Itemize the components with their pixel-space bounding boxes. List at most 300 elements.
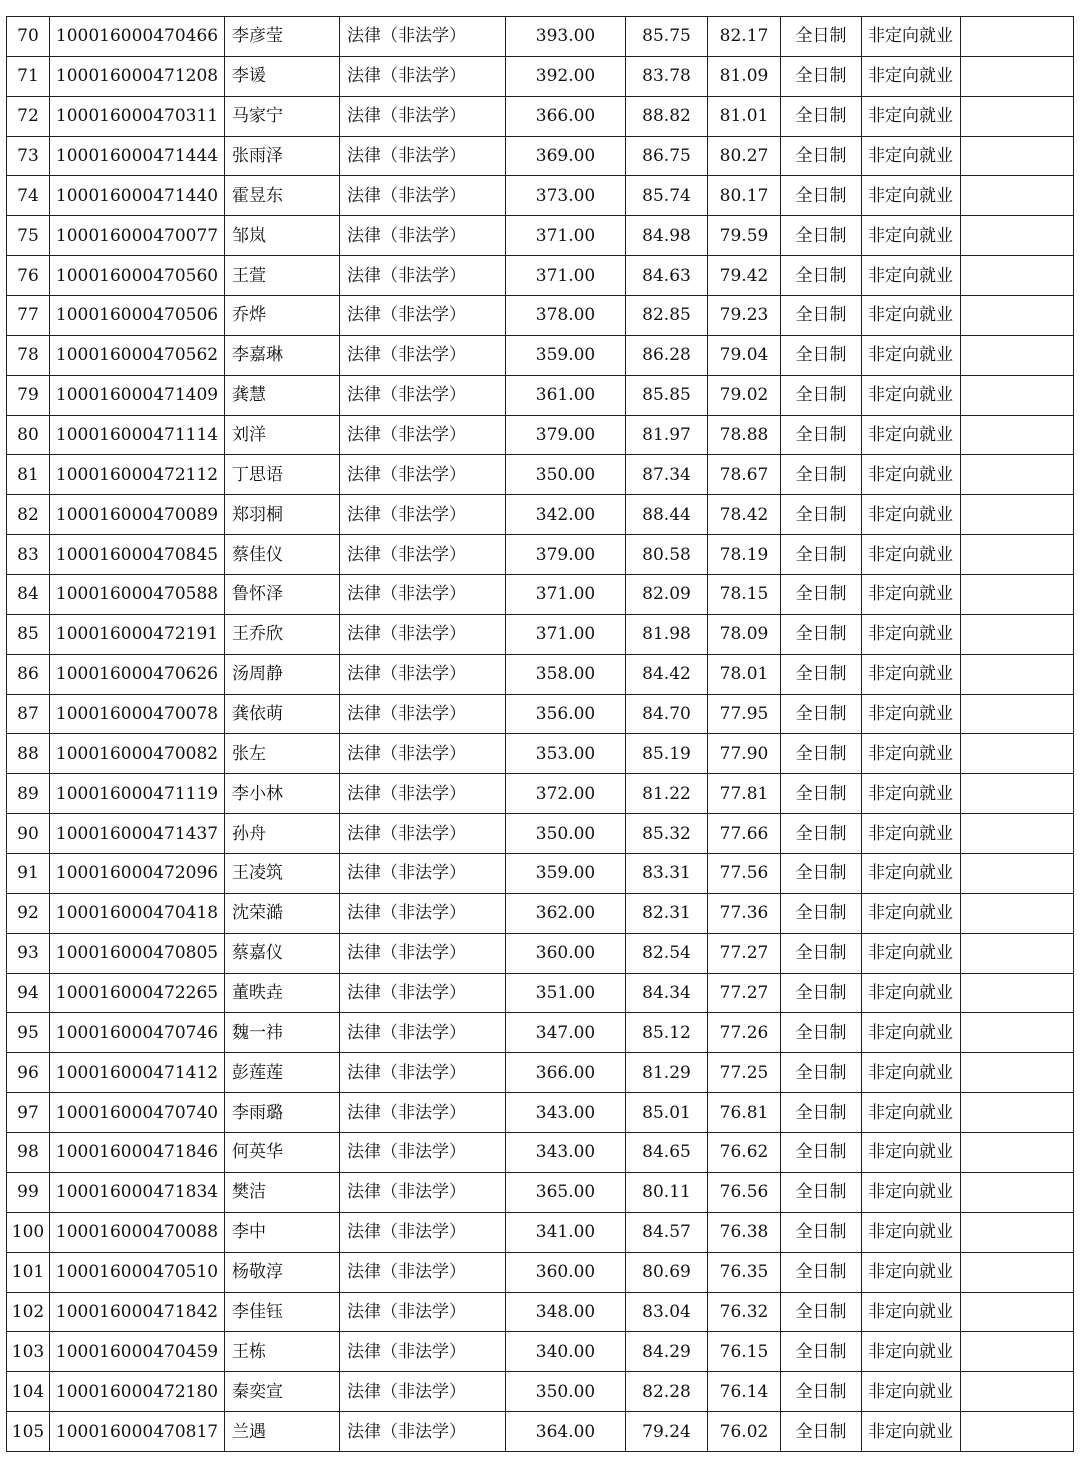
- interview-score-cell: 80.11: [626, 1172, 708, 1212]
- interview-score-cell: 85.32: [626, 814, 708, 854]
- interview-score-cell: 82.31: [626, 893, 708, 933]
- study-mode-cell: 全日制: [781, 1013, 862, 1053]
- remarks-cell: [961, 296, 1074, 336]
- interview-score-cell: 81.29: [626, 1053, 708, 1093]
- remarks-cell: [961, 1093, 1074, 1133]
- row-number-cell: 95: [7, 1013, 50, 1053]
- remarks-cell: [961, 96, 1074, 136]
- interview-score-cell: 85.12: [626, 1013, 708, 1053]
- candidate-id-cell: 100016000471444: [50, 136, 225, 176]
- remarks-cell: [961, 256, 1074, 296]
- major-cell: 法律（非法学）: [340, 455, 506, 495]
- interview-score-cell: 84.57: [626, 1212, 708, 1252]
- total-score-cell: 76.15: [708, 1332, 781, 1372]
- major-cell: 法律（非法学）: [340, 973, 506, 1013]
- initial-exam-score-cell: 366.00: [506, 96, 626, 136]
- candidate-name-cell: 兰遇: [225, 1412, 340, 1452]
- candidate-name-cell: 刘洋: [225, 415, 340, 455]
- remarks-cell: [961, 973, 1074, 1013]
- candidate-name-cell: 樊洁: [225, 1172, 340, 1212]
- table-row: [7, 854, 1074, 894]
- remarks-cell: [961, 176, 1074, 216]
- remarks-cell: [961, 415, 1074, 455]
- total-score-cell: 79.59: [708, 216, 781, 256]
- remarks-cell: [961, 375, 1074, 415]
- study-mode-cell: 全日制: [781, 814, 862, 854]
- total-score-cell: 78.15: [708, 575, 781, 615]
- total-score-cell: 79.42: [708, 256, 781, 296]
- employment-type-cell: 非定向就业: [862, 734, 961, 774]
- remarks-cell: [961, 893, 1074, 933]
- employment-type-cell: 非定向就业: [862, 296, 961, 336]
- table-row: [7, 216, 1074, 256]
- initial-exam-score-cell: 343.00: [506, 1093, 626, 1133]
- interview-score-cell: 84.70: [626, 694, 708, 734]
- table-row: [7, 1212, 1074, 1252]
- candidate-name-cell: 蔡嘉仪: [225, 933, 340, 973]
- candidate-name-cell: 彭莲莲: [225, 1053, 340, 1093]
- total-score-cell: 78.88: [708, 415, 781, 455]
- employment-type-cell: 非定向就业: [862, 56, 961, 96]
- row-number-cell: 86: [7, 654, 50, 694]
- initial-exam-score-cell: 379.00: [506, 535, 626, 575]
- row-number-cell: 82: [7, 495, 50, 535]
- row-number-cell: 103: [7, 1332, 50, 1372]
- interview-score-cell: 80.58: [626, 535, 708, 575]
- employment-type-cell: 非定向就业: [862, 1252, 961, 1292]
- candidate-id-cell: 100016000472265: [50, 973, 225, 1013]
- total-score-cell: 76.02: [708, 1412, 781, 1452]
- table-row: [7, 56, 1074, 96]
- row-number-cell: 102: [7, 1292, 50, 1332]
- employment-type-cell: 非定向就业: [862, 814, 961, 854]
- candidate-id-cell: 100016000470077: [50, 216, 225, 256]
- employment-type-cell: 非定向就业: [862, 1093, 961, 1133]
- employment-type-cell: 非定向就业: [862, 1292, 961, 1332]
- total-score-cell: 79.23: [708, 296, 781, 336]
- admission-list-table: [6, 16, 1074, 1452]
- major-cell: 法律（非法学）: [340, 375, 506, 415]
- employment-type-cell: 非定向就业: [862, 256, 961, 296]
- study-mode-cell: 全日制: [781, 1133, 862, 1173]
- row-number-cell: 98: [7, 1133, 50, 1173]
- major-cell: 法律（非法学）: [340, 854, 506, 894]
- employment-type-cell: 非定向就业: [862, 973, 961, 1013]
- table-row: [7, 535, 1074, 575]
- table-row: [7, 1252, 1074, 1292]
- remarks-cell: [961, 1172, 1074, 1212]
- initial-exam-score-cell: 341.00: [506, 1212, 626, 1252]
- employment-type-cell: 非定向就业: [862, 216, 961, 256]
- interview-score-cell: 84.65: [626, 1133, 708, 1173]
- employment-type-cell: 非定向就业: [862, 1332, 961, 1372]
- major-cell: 法律（非法学）: [340, 774, 506, 814]
- candidate-id-cell: 100016000470588: [50, 575, 225, 615]
- row-number-cell: 105: [7, 1412, 50, 1452]
- major-cell: 法律（非法学）: [340, 893, 506, 933]
- table-row: [7, 256, 1074, 296]
- study-mode-cell: 全日制: [781, 1093, 862, 1133]
- remarks-cell: [961, 614, 1074, 654]
- candidate-id-cell: 100016000470418: [50, 893, 225, 933]
- candidate-name-cell: 鲁怀泽: [225, 575, 340, 615]
- candidate-id-cell: 100016000470817: [50, 1412, 225, 1452]
- candidate-id-cell: 100016000470845: [50, 535, 225, 575]
- employment-type-cell: 非定向就业: [862, 1053, 961, 1093]
- employment-type-cell: 非定向就业: [862, 933, 961, 973]
- remarks-cell: [961, 136, 1074, 176]
- interview-score-cell: 86.28: [626, 335, 708, 375]
- table-row: [7, 17, 1074, 57]
- table-row: [7, 654, 1074, 694]
- initial-exam-score-cell: 348.00: [506, 1292, 626, 1332]
- major-cell: 法律（非法学）: [340, 1013, 506, 1053]
- remarks-cell: [961, 455, 1074, 495]
- row-number-cell: 89: [7, 774, 50, 814]
- interview-score-cell: 85.74: [626, 176, 708, 216]
- candidate-id-cell: 100016000470089: [50, 495, 225, 535]
- row-number-cell: 80: [7, 415, 50, 455]
- employment-type-cell: 非定向就业: [862, 854, 961, 894]
- initial-exam-score-cell: 356.00: [506, 694, 626, 734]
- initial-exam-score-cell: 373.00: [506, 176, 626, 216]
- row-number-cell: 72: [7, 96, 50, 136]
- candidate-id-cell: 100016000470459: [50, 1332, 225, 1372]
- row-number-cell: 81: [7, 455, 50, 495]
- total-score-cell: 78.42: [708, 495, 781, 535]
- major-cell: 法律（非法学）: [340, 296, 506, 336]
- employment-type-cell: 非定向就业: [862, 455, 961, 495]
- candidate-name-cell: 董昳垚: [225, 973, 340, 1013]
- remarks-cell: [961, 774, 1074, 814]
- employment-type-cell: 非定向就业: [862, 535, 961, 575]
- employment-type-cell: 非定向就业: [862, 495, 961, 535]
- candidate-name-cell: 李谖: [225, 56, 340, 96]
- interview-score-cell: 82.85: [626, 296, 708, 336]
- row-number-cell: 85: [7, 614, 50, 654]
- row-number-cell: 70: [7, 17, 50, 57]
- major-cell: 法律（非法学）: [340, 136, 506, 176]
- candidate-name-cell: 张雨泽: [225, 136, 340, 176]
- employment-type-cell: 非定向就业: [862, 614, 961, 654]
- candidate-name-cell: 李佳钰: [225, 1292, 340, 1332]
- table-row: [7, 1292, 1074, 1332]
- employment-type-cell: 非定向就业: [862, 1133, 961, 1173]
- remarks-cell: [961, 1332, 1074, 1372]
- total-score-cell: 78.09: [708, 614, 781, 654]
- interview-score-cell: 84.29: [626, 1332, 708, 1372]
- employment-type-cell: 非定向就业: [862, 17, 961, 57]
- initial-exam-score-cell: 393.00: [506, 17, 626, 57]
- remarks-cell: [961, 1133, 1074, 1173]
- total-score-cell: 77.66: [708, 814, 781, 854]
- initial-exam-score-cell: 350.00: [506, 1372, 626, 1412]
- candidate-id-cell: 100016000472180: [50, 1372, 225, 1412]
- remarks-cell: [961, 1013, 1074, 1053]
- remarks-cell: [961, 216, 1074, 256]
- table-row: [7, 1372, 1074, 1412]
- interview-score-cell: 88.44: [626, 495, 708, 535]
- major-cell: 法律（非法学）: [340, 535, 506, 575]
- table-row: [7, 814, 1074, 854]
- row-number-cell: 74: [7, 176, 50, 216]
- study-mode-cell: 全日制: [781, 694, 862, 734]
- candidate-id-cell: 100016000470078: [50, 694, 225, 734]
- row-number-cell: 78: [7, 335, 50, 375]
- study-mode-cell: 全日制: [781, 176, 862, 216]
- interview-score-cell: 85.85: [626, 375, 708, 415]
- employment-type-cell: 非定向就业: [862, 893, 961, 933]
- total-score-cell: 77.27: [708, 973, 781, 1013]
- row-number-cell: 79: [7, 375, 50, 415]
- study-mode-cell: 全日制: [781, 933, 862, 973]
- remarks-cell: [961, 535, 1074, 575]
- major-cell: 法律（非法学）: [340, 1252, 506, 1292]
- study-mode-cell: 全日制: [781, 335, 862, 375]
- candidate-name-cell: 龚慧: [225, 375, 340, 415]
- major-cell: 法律（非法学）: [340, 256, 506, 296]
- employment-type-cell: 非定向就业: [862, 1412, 961, 1452]
- major-cell: 法律（非法学）: [340, 575, 506, 615]
- initial-exam-score-cell: 392.00: [506, 56, 626, 96]
- row-number-cell: 71: [7, 56, 50, 96]
- initial-exam-score-cell: 371.00: [506, 216, 626, 256]
- total-score-cell: 80.17: [708, 176, 781, 216]
- candidate-name-cell: 李彦莹: [225, 17, 340, 57]
- table-row: [7, 774, 1074, 814]
- employment-type-cell: 非定向就业: [862, 1013, 961, 1053]
- interview-score-cell: 87.34: [626, 455, 708, 495]
- row-number-cell: 90: [7, 814, 50, 854]
- candidate-id-cell: 100016000471119: [50, 774, 225, 814]
- initial-exam-score-cell: 359.00: [506, 335, 626, 375]
- employment-type-cell: 非定向就业: [862, 575, 961, 615]
- candidate-name-cell: 汤周静: [225, 654, 340, 694]
- major-cell: 法律（非法学）: [340, 814, 506, 854]
- candidate-name-cell: 邹岚: [225, 216, 340, 256]
- row-number-cell: 83: [7, 535, 50, 575]
- row-number-cell: 96: [7, 1053, 50, 1093]
- remarks-cell: [961, 1372, 1074, 1412]
- initial-exam-score-cell: 379.00: [506, 415, 626, 455]
- major-cell: 法律（非法学）: [340, 694, 506, 734]
- study-mode-cell: 全日制: [781, 1372, 862, 1412]
- major-cell: 法律（非法学）: [340, 1133, 506, 1173]
- interview-score-cell: 83.78: [626, 56, 708, 96]
- row-number-cell: 77: [7, 296, 50, 336]
- candidate-id-cell: 100016000471440: [50, 176, 225, 216]
- row-number-cell: 73: [7, 136, 50, 176]
- row-number-cell: 93: [7, 933, 50, 973]
- initial-exam-score-cell: 371.00: [506, 256, 626, 296]
- row-number-cell: 100: [7, 1212, 50, 1252]
- candidate-id-cell: 100016000470088: [50, 1212, 225, 1252]
- major-cell: 法律（非法学）: [340, 1292, 506, 1332]
- total-score-cell: 77.90: [708, 734, 781, 774]
- study-mode-cell: 全日制: [781, 774, 862, 814]
- candidate-name-cell: 郑羽桐: [225, 495, 340, 535]
- initial-exam-score-cell: 342.00: [506, 495, 626, 535]
- remarks-cell: [961, 1292, 1074, 1332]
- employment-type-cell: 非定向就业: [862, 96, 961, 136]
- major-cell: 法律（非法学）: [340, 1172, 506, 1212]
- remarks-cell: [961, 814, 1074, 854]
- table-row: [7, 176, 1074, 216]
- table-row: [7, 1172, 1074, 1212]
- total-score-cell: 80.27: [708, 136, 781, 176]
- interview-score-cell: 80.69: [626, 1252, 708, 1292]
- total-score-cell: 76.38: [708, 1212, 781, 1252]
- study-mode-cell: 全日制: [781, 56, 862, 96]
- interview-score-cell: 81.97: [626, 415, 708, 455]
- initial-exam-score-cell: 358.00: [506, 654, 626, 694]
- total-score-cell: 81.01: [708, 96, 781, 136]
- remarks-cell: [961, 654, 1074, 694]
- major-cell: 法律（非法学）: [340, 654, 506, 694]
- candidate-name-cell: 何英华: [225, 1133, 340, 1173]
- initial-exam-score-cell: 364.00: [506, 1412, 626, 1452]
- candidate-name-cell: 魏一祎: [225, 1013, 340, 1053]
- table-row: [7, 375, 1074, 415]
- candidate-id-cell: 100016000471834: [50, 1172, 225, 1212]
- major-cell: 法律（非法学）: [340, 734, 506, 774]
- candidate-id-cell: 100016000471846: [50, 1133, 225, 1173]
- study-mode-cell: 全日制: [781, 614, 862, 654]
- table-row: [7, 1093, 1074, 1133]
- table-row: [7, 1133, 1074, 1173]
- row-number-cell: 101: [7, 1252, 50, 1292]
- total-score-cell: 78.01: [708, 654, 781, 694]
- study-mode-cell: 全日制: [781, 415, 862, 455]
- table-row: [7, 575, 1074, 615]
- candidate-name-cell: 李小林: [225, 774, 340, 814]
- candidate-name-cell: 王凌筑: [225, 854, 340, 894]
- row-number-cell: 94: [7, 973, 50, 1013]
- interview-score-cell: 88.82: [626, 96, 708, 136]
- initial-exam-score-cell: 350.00: [506, 814, 626, 854]
- major-cell: 法律（非法学）: [340, 614, 506, 654]
- interview-score-cell: 83.31: [626, 854, 708, 894]
- initial-exam-score-cell: 347.00: [506, 1013, 626, 1053]
- major-cell: 法律（非法学）: [340, 1212, 506, 1252]
- candidate-name-cell: 蔡佳仪: [225, 535, 340, 575]
- initial-exam-score-cell: 378.00: [506, 296, 626, 336]
- remarks-cell: [961, 56, 1074, 96]
- initial-exam-score-cell: 372.00: [506, 774, 626, 814]
- total-score-cell: 78.19: [708, 535, 781, 575]
- candidate-name-cell: 秦奕宣: [225, 1372, 340, 1412]
- table-row: [7, 136, 1074, 176]
- candidate-name-cell: 杨敬淳: [225, 1252, 340, 1292]
- major-cell: 法律（非法学）: [340, 1093, 506, 1133]
- employment-type-cell: 非定向就业: [862, 1212, 961, 1252]
- table-row: [7, 296, 1074, 336]
- interview-score-cell: 84.42: [626, 654, 708, 694]
- interview-score-cell: 81.22: [626, 774, 708, 814]
- table-row: [7, 415, 1074, 455]
- interview-score-cell: 84.98: [626, 216, 708, 256]
- total-score-cell: 76.32: [708, 1292, 781, 1332]
- study-mode-cell: 全日制: [781, 17, 862, 57]
- candidate-name-cell: 龚依萌: [225, 694, 340, 734]
- table-body: [7, 17, 1074, 1452]
- candidate-id-cell: 100016000470510: [50, 1252, 225, 1292]
- employment-type-cell: 非定向就业: [862, 335, 961, 375]
- major-cell: 法律（非法学）: [340, 176, 506, 216]
- initial-exam-score-cell: 360.00: [506, 1252, 626, 1292]
- remarks-cell: [961, 575, 1074, 615]
- candidate-name-cell: 李嘉琳: [225, 335, 340, 375]
- candidate-id-cell: 100016000472191: [50, 614, 225, 654]
- interview-score-cell: 85.01: [626, 1093, 708, 1133]
- study-mode-cell: 全日制: [781, 535, 862, 575]
- row-number-cell: 97: [7, 1093, 50, 1133]
- major-cell: 法律（非法学）: [340, 1412, 506, 1452]
- initial-exam-score-cell: 350.00: [506, 455, 626, 495]
- major-cell: 法律（非法学）: [340, 415, 506, 455]
- candidate-id-cell: 100016000470082: [50, 734, 225, 774]
- initial-exam-score-cell: 361.00: [506, 375, 626, 415]
- candidate-id-cell: 100016000470506: [50, 296, 225, 336]
- candidate-name-cell: 孙舟: [225, 814, 340, 854]
- total-score-cell: 81.09: [708, 56, 781, 96]
- employment-type-cell: 非定向就业: [862, 176, 961, 216]
- candidate-id-cell: 100016000470626: [50, 654, 225, 694]
- candidate-id-cell: 100016000471412: [50, 1053, 225, 1093]
- remarks-cell: [961, 1412, 1074, 1452]
- candidate-id-cell: 100016000471437: [50, 814, 225, 854]
- candidate-id-cell: 100016000470740: [50, 1093, 225, 1133]
- study-mode-cell: 全日制: [781, 136, 862, 176]
- initial-exam-score-cell: 340.00: [506, 1332, 626, 1372]
- candidate-name-cell: 李中: [225, 1212, 340, 1252]
- row-number-cell: 104: [7, 1372, 50, 1412]
- employment-type-cell: 非定向就业: [862, 136, 961, 176]
- interview-score-cell: 83.04: [626, 1292, 708, 1332]
- study-mode-cell: 全日制: [781, 1053, 862, 1093]
- table-row: [7, 1332, 1074, 1372]
- total-score-cell: 76.62: [708, 1133, 781, 1173]
- candidate-id-cell: 100016000471409: [50, 375, 225, 415]
- study-mode-cell: 全日制: [781, 973, 862, 1013]
- candidate-id-cell: 100016000472112: [50, 455, 225, 495]
- remarks-cell: [961, 335, 1074, 375]
- initial-exam-score-cell: 371.00: [506, 614, 626, 654]
- initial-exam-score-cell: 343.00: [506, 1133, 626, 1173]
- remarks-cell: [961, 495, 1074, 535]
- candidate-name-cell: 乔烨: [225, 296, 340, 336]
- candidate-id-cell: 100016000470746: [50, 1013, 225, 1053]
- interview-score-cell: 84.34: [626, 973, 708, 1013]
- major-cell: 法律（非法学）: [340, 335, 506, 375]
- study-mode-cell: 全日制: [781, 1412, 862, 1452]
- row-number-cell: 91: [7, 854, 50, 894]
- study-mode-cell: 全日制: [781, 495, 862, 535]
- remarks-cell: [961, 694, 1074, 734]
- row-number-cell: 76: [7, 256, 50, 296]
- initial-exam-score-cell: 360.00: [506, 933, 626, 973]
- candidate-name-cell: 王萱: [225, 256, 340, 296]
- initial-exam-score-cell: 371.00: [506, 575, 626, 615]
- initial-exam-score-cell: 365.00: [506, 1172, 626, 1212]
- interview-score-cell: 82.28: [626, 1372, 708, 1412]
- table-row: [7, 495, 1074, 535]
- interview-score-cell: 85.75: [626, 17, 708, 57]
- candidate-name-cell: 王栋: [225, 1332, 340, 1372]
- total-score-cell: 76.35: [708, 1252, 781, 1292]
- candidate-id-cell: 100016000471208: [50, 56, 225, 96]
- candidate-name-cell: 丁思语: [225, 455, 340, 495]
